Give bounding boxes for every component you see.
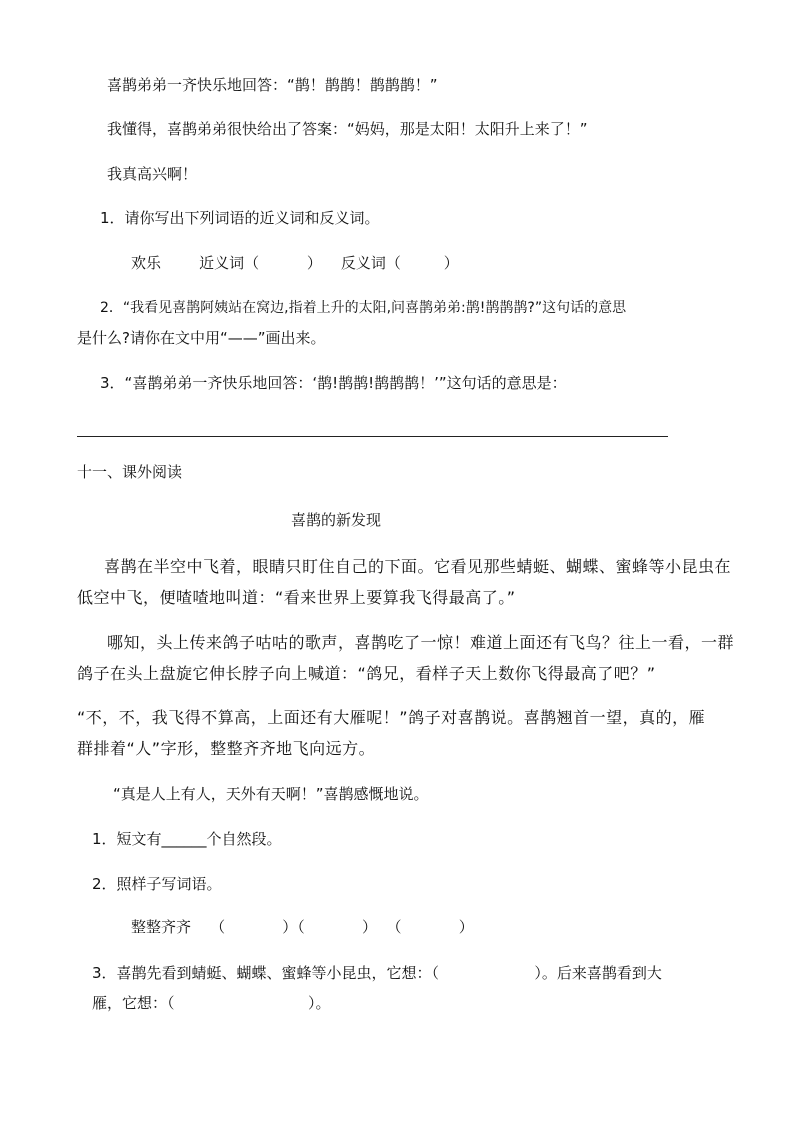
- story-p2-line-1: 哪知，头上传来鸽子咕咕的歌声，喜鹊吃了一惊！难道上面还有飞鸟？往上一看，一群: [107, 633, 735, 652]
- reading-question-2-row: 整整齐齐 （ ）（ ） （ ）: [131, 918, 474, 936]
- section-heading: 十一、课外阅读: [77, 463, 183, 481]
- question-2-line-1: 2．“我看见喜鹊阿姨站在窝边,指着上升的太阳,问喜鹊弟弟:鹊!鹊鹊鹊?”这句话的意思: [100, 300, 627, 316]
- reading-question-2: 2．照样子写词语。: [92, 875, 222, 893]
- story-p1-line-1: 喜鹊在半空中飞着，眼睛只盯住自己的下面。它看见那些蜻蜓、蝴蝶、蜜蜂等小昆虫在: [104, 557, 732, 576]
- story-p3-line-2: 群排着“人”字形，整整齐齐地飞向远方。: [77, 739, 376, 758]
- story-p3-line-1: “不，不，我飞得不算高，上面还有大雁呢！”鸽子对喜鹊说。喜鹊翘首一望，真的，雁: [77, 708, 706, 727]
- reading-question-3-line-1: 3．喜鹊先看到蜻蜓、蝴蝶、蜜蜂等小昆虫，它想：（ ）。后来喜鹊看到大: [92, 964, 662, 982]
- story-p2-line-2: 鸽子在头上盘旋它伸长脖子向上喊道：“鸽兄，看样子天上数你飞得最高了吧？”: [77, 664, 656, 683]
- reading-question-3-line-2: 雁，它想：（ ）。: [92, 994, 331, 1012]
- story-p4: “真是人上有人，天外有天啊！”喜鹊感慨地说。: [113, 785, 429, 803]
- dialogue-line-1: 喜鹊弟弟一齐快乐地回答：“鹊！鹊鹊！鹊鹊鹊！”: [107, 76, 438, 94]
- answer-line: [77, 436, 668, 437]
- dialogue-line-2: 我懂得，喜鹊弟弟很快给出了答案：“妈妈，那是太阳！太阳升上来了！”: [107, 120, 588, 138]
- story-title: 喜鹊的新发现: [291, 511, 382, 529]
- question-2-line-2: 是什么?请你在文中用“——”画出来。: [77, 329, 326, 347]
- reading-question-1: 1．短文有______个自然段。: [92, 830, 282, 848]
- dialogue-line-3: 我真高兴啊！: [107, 165, 198, 183]
- question-3: 3．“喜鹊弟弟一齐快乐地回答：‘鹊!鹊鹊!鹊鹊鹊！’”这句话的意思是：: [100, 374, 567, 392]
- story-p1-line-2: 低空中飞，便喳喳地叫道：“看来世界上要算我飞得最高了。”: [77, 588, 516, 607]
- question-1: 1．请你写出下列词语的近义词和反义词。: [100, 209, 380, 227]
- question-1-row: 欢乐 近义词（ ） 反义词（ ）: [131, 254, 459, 272]
